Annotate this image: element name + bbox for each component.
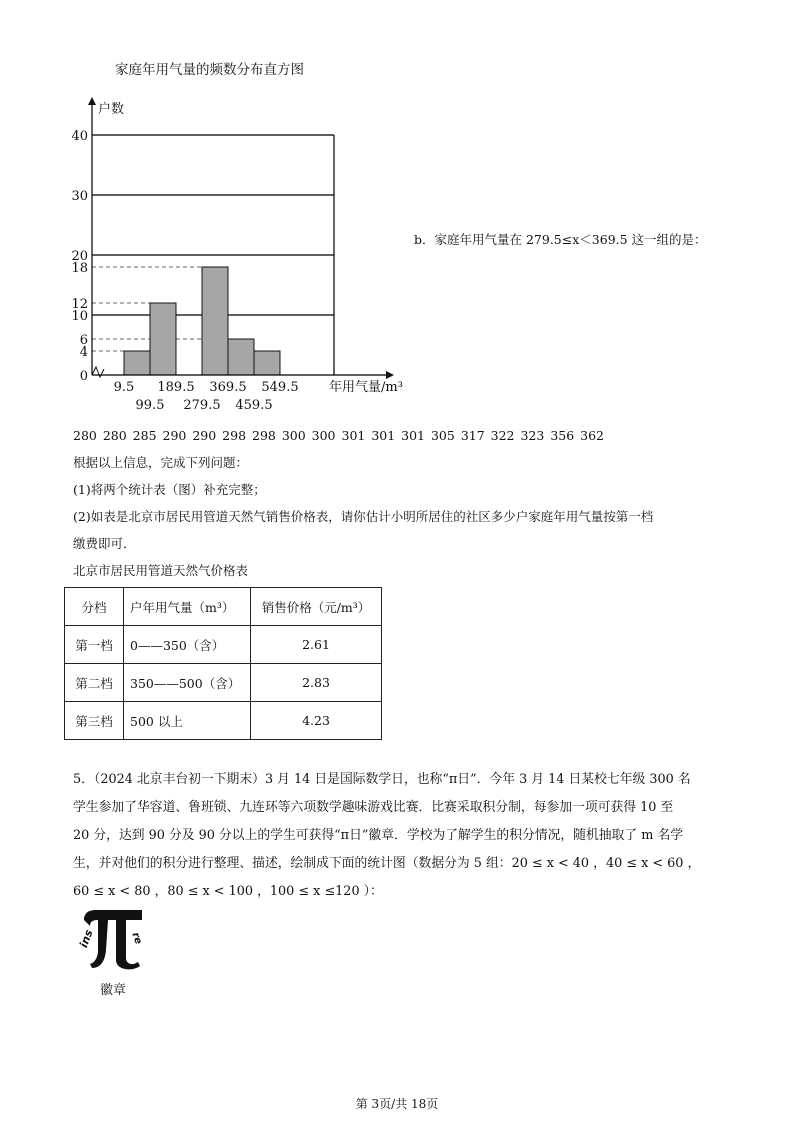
y-tick-label: 6: [79, 333, 88, 348]
y-tick-label: 18: [71, 261, 88, 276]
x-tick-label: 369.5: [209, 380, 247, 395]
histogram-bar: [124, 351, 150, 375]
price-table-title: 北京市居民用管道天然气价格表: [73, 563, 249, 578]
table-cell: 0——350（含）: [124, 626, 251, 664]
question-2-line2: 缴费即可．: [73, 536, 136, 551]
question-5-line2: 学生参加了华容道、鲁班锁、九连环等六项数学趣味游戏比赛．比赛采取积分制，每参加一项可获得 10 至: [73, 800, 674, 815]
question-5-line4: 生，并对他们的积分进行整理、描述，绘制成下面的统计图（数据分为 5 组：20 ≤ x < 40 ，40 ≤ x < 60 ，: [73, 856, 701, 871]
y-tick-label: 30: [71, 189, 88, 204]
histogram-title: 家庭年用气量的频数分布直方图: [115, 62, 304, 78]
histogram-bar: [228, 339, 254, 375]
pi-badge-icon: [76, 906, 152, 972]
table-cell: 2.83: [251, 664, 382, 702]
question-5-line3: 20 分，达到 90 分及 90 分以上的学生可获得“π日”徽章．学校为了解学生的积分情况，随机抽取了 m 名学: [73, 828, 684, 843]
x-tick-label: 99.5: [135, 398, 165, 413]
histogram-bar: [254, 351, 280, 375]
question-1: (1)将两个统计表（图）补充完整；: [73, 482, 266, 497]
x-tick-label: 189.5: [157, 380, 195, 395]
x-tick-label: 459.5: [235, 398, 273, 413]
price-table: [64, 587, 382, 740]
page-footer: 第 3页/共 18页: [355, 1097, 439, 1111]
table-row: [65, 626, 382, 664]
header-price: 销售价格（元/m³）: [251, 588, 382, 626]
badge-left-text: ins: [77, 927, 96, 950]
question-b: b．家庭年用气量在 279.5≤x＜369.5 这一组的是：: [414, 232, 707, 247]
x-tick-label: 279.5: [183, 398, 221, 413]
x-tick-label: 549.5: [261, 380, 299, 395]
header-tier: 分档: [65, 588, 124, 626]
histogram-bar: [202, 267, 228, 375]
table-header-row: [65, 588, 382, 626]
header-usage: 户年用气量（m³）: [124, 588, 251, 626]
badge-label: 徽章: [100, 983, 127, 998]
data-values: 280 280 285 290 290 298 298 300 300 301 301 301 305 317 322 323 356 362: [73, 428, 605, 443]
table-row: [65, 664, 382, 702]
table-cell: 350——500（含）: [124, 664, 251, 702]
y-tick-label: 40: [71, 129, 88, 144]
histogram-svg: [58, 55, 428, 415]
question-5-line5: 60 ≤ x < 80 ，80 ≤ x < 100 ，100 ≤ x ≤120 ）：: [73, 884, 383, 899]
y-axis-arrow: [88, 97, 96, 105]
x-tick-label: 9.5: [113, 380, 135, 395]
table-cell: 4.23: [251, 702, 382, 740]
badge-right-text: re: [129, 930, 144, 946]
y-tick-label: 0: [79, 369, 88, 384]
y-tick-label: 12: [71, 297, 88, 312]
y-axis-label: 户数: [98, 102, 125, 117]
x-axis-label: 年用气量/m³: [329, 380, 403, 395]
histogram-bar: [150, 303, 176, 375]
question-2-line1: (2)如表是北京市居民用管道天然气销售价格表，请你估计小明所居住的社区多少户家庭年用气量按第一档: [73, 509, 654, 524]
table-cell: 2.61: [251, 626, 382, 664]
y-tick-label: 4: [79, 345, 88, 360]
y-tick-label: 10: [71, 309, 88, 324]
table-cell: 第二档: [65, 664, 124, 702]
x-axis-arrow: [386, 371, 394, 379]
table-cell: 500 以上: [124, 702, 251, 740]
table-cell: 第三档: [65, 702, 124, 740]
table-cell: 第一档: [65, 626, 124, 664]
histogram: [58, 55, 428, 415]
table-row: [65, 702, 382, 740]
question-5-line1: 5．（2024 北京丰台初一下期末）3 月 14 日是国际数学日，也称“π日”．今年 3 月 14 日某校七年级 300 名: [73, 772, 691, 787]
y-tick-label: 20: [71, 249, 88, 264]
instructions-intro: 根据以上信息，完成下列问题：: [73, 455, 249, 470]
